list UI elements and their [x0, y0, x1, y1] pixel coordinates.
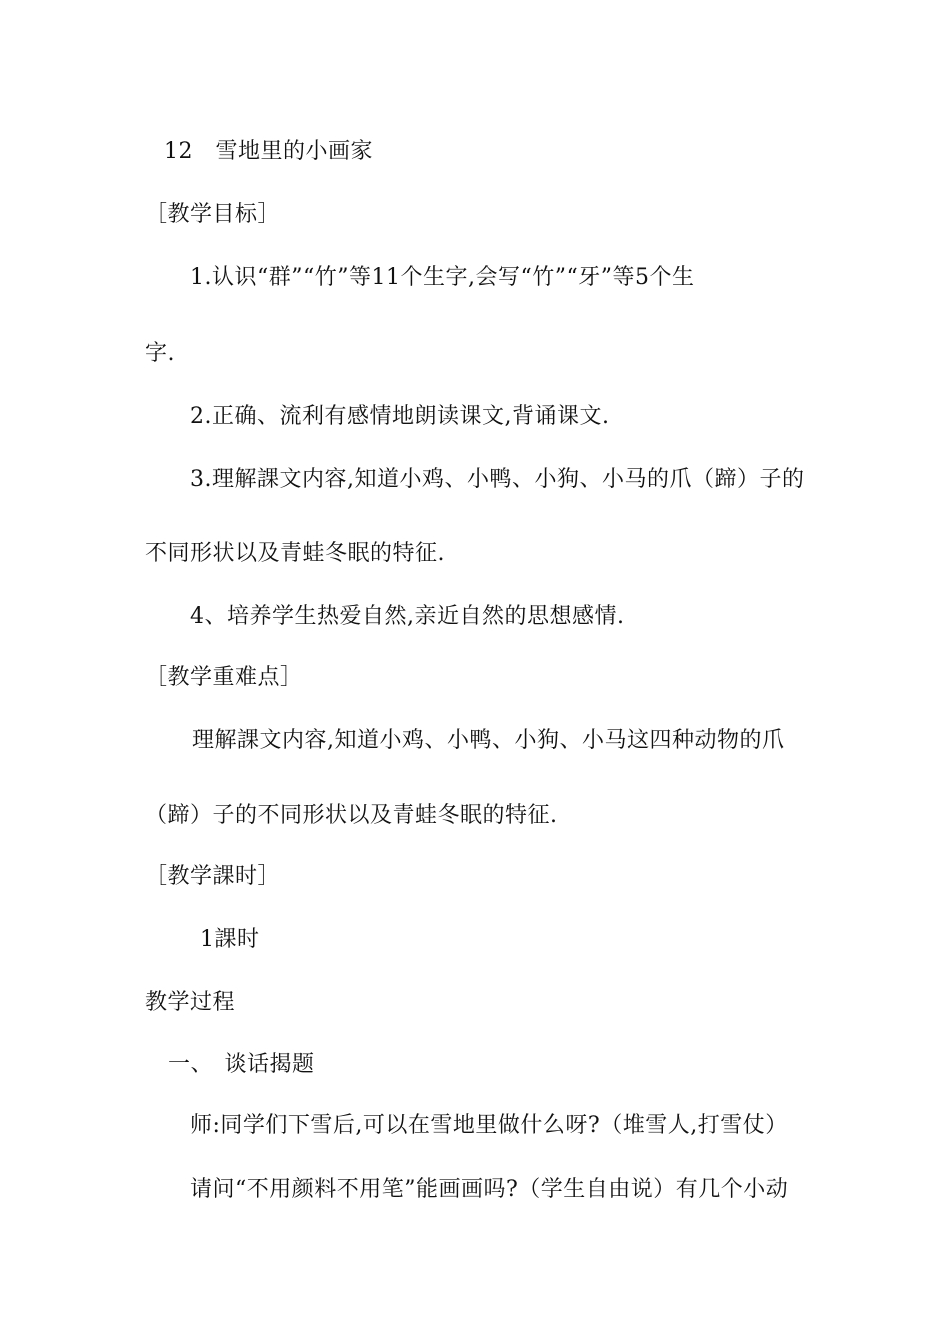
- section-heading-hours: ［教学課时］: [145, 864, 281, 889]
- goal-item-4: 4、培养学生热爱自然,亲近自然的思想感情.: [190, 604, 625, 629]
- hours-value: 1課时: [200, 927, 260, 952]
- lesson-title: 12 雪地里的小画家: [164, 139, 373, 164]
- question-text: 请问“不用颜料不用笔”能画画吗?（学生自由说）有几个小动: [190, 1177, 789, 1202]
- section-heading-goals: ［教学目标］: [145, 202, 281, 227]
- goal-item-1-continued: 字.: [145, 341, 175, 366]
- keypoint-text-continued: （蹄）子的不同形状以及青蛙冬眠的特征.: [145, 803, 558, 828]
- goal-item-3: 3.理解課文内容,知道小鸡、小鸭、小狗、小马的爪（蹄）子的: [190, 467, 805, 492]
- step-one-heading: 一、 谈话揭题: [168, 1052, 315, 1077]
- keypoint-text: 理解課文内容,知道小鸡、小鸭、小狗、小马这四种动物的爪: [192, 728, 785, 753]
- process-heading: 教学过程: [145, 990, 236, 1015]
- goal-item-2: 2.正确、流利有感情地朗读课文,背诵课文.: [190, 404, 610, 429]
- goal-item-3-continued: 不同形状以及青蛙冬眠的特征.: [145, 541, 445, 566]
- teacher-dialogue: 师:同学们下雪后,可以在雪地里做什么呀?（堆雪人,打雪仗）: [190, 1113, 788, 1138]
- goal-item-1: 1.认识“群”“竹”等11个生字,会写“竹”“牙”等5个生: [190, 265, 695, 290]
- section-heading-keypoints: ［教学重难点］: [145, 665, 303, 690]
